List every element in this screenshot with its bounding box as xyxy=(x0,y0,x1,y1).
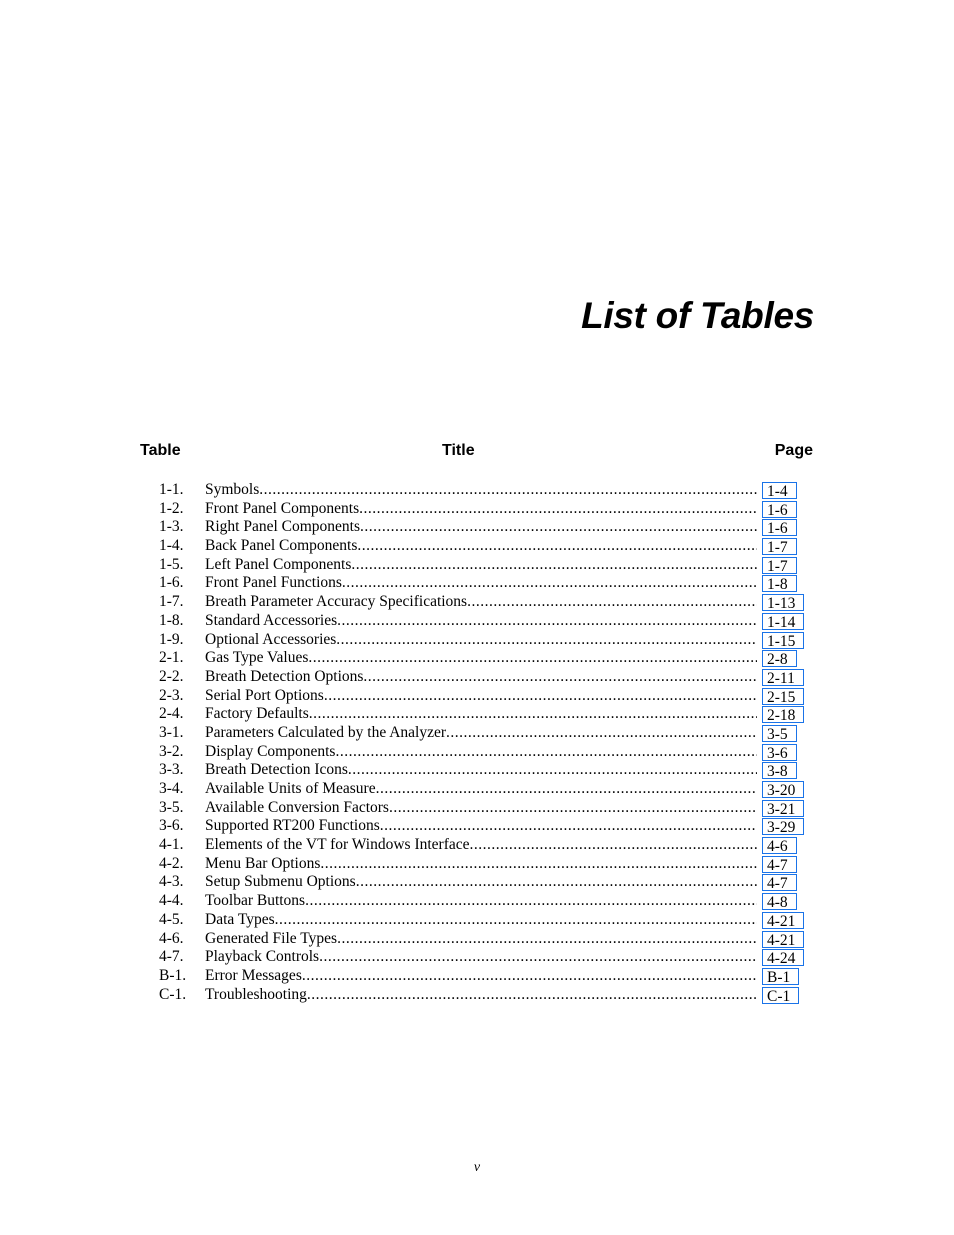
list-item xyxy=(0,631,954,650)
table-title-with-leader xyxy=(205,817,757,836)
table-number: B-1. xyxy=(159,966,187,984)
page-title: List of Tables xyxy=(581,294,814,336)
dot-leader xyxy=(376,780,757,797)
page-link[interactable]: 1-8 xyxy=(762,575,797,592)
table-title-with-leader xyxy=(205,967,757,986)
table-title-with-leader xyxy=(205,518,757,537)
table-title-with-leader xyxy=(205,724,757,743)
table-number: 4-1. xyxy=(159,836,184,854)
page-link[interactable]: 4-7 xyxy=(762,856,797,873)
table-title: Generated File Types xyxy=(205,929,338,947)
table-title-with-leader xyxy=(205,873,757,892)
table-number: 3-5. xyxy=(159,798,184,816)
list-item xyxy=(0,537,954,556)
list-item xyxy=(0,743,954,762)
table-title-with-leader xyxy=(205,780,757,799)
table-title: Error Messages xyxy=(205,966,302,984)
table-title-with-leader xyxy=(205,948,757,967)
table-number: 3-1. xyxy=(159,723,184,741)
table-number: 4-5. xyxy=(159,910,184,928)
table-title: Menu Bar Options xyxy=(205,854,321,872)
table-title: Display Components xyxy=(205,742,336,760)
table-title: Toolbar Buttons xyxy=(205,892,306,910)
table-number: 3-3. xyxy=(159,761,184,779)
page-link[interactable]: 3-8 xyxy=(762,762,797,779)
list-item xyxy=(0,687,954,706)
list-item xyxy=(0,481,954,500)
dot-leader xyxy=(360,518,757,535)
table-title: Available Conversion Factors xyxy=(205,798,389,816)
table-number: 1-6. xyxy=(159,574,184,592)
table-title: Symbols xyxy=(205,481,260,498)
table-number: 4-4. xyxy=(159,892,184,910)
table-title-with-leader xyxy=(205,799,757,818)
list-item xyxy=(0,948,954,967)
table-number: 4-3. xyxy=(159,873,184,891)
list-item xyxy=(0,799,954,818)
dot-leader xyxy=(320,855,757,872)
column-header-table: Table xyxy=(140,442,181,459)
page-link[interactable]: B-1 xyxy=(762,968,799,985)
table-title: Front Panel Components xyxy=(205,499,360,517)
dot-leader xyxy=(467,593,757,610)
dot-leader xyxy=(446,724,757,741)
footer-page-number: v xyxy=(473,1160,481,1175)
table-title-with-leader xyxy=(205,481,757,500)
list-item xyxy=(0,911,954,930)
dot-leader xyxy=(336,631,757,648)
list-item xyxy=(0,574,954,593)
dot-leader xyxy=(324,687,757,704)
table-title: Left Panel Components xyxy=(205,555,352,573)
table-title-with-leader xyxy=(205,911,757,930)
table-number: 1-8. xyxy=(159,611,184,629)
table-title: Front Panel Functions xyxy=(205,574,342,592)
table-title-with-leader xyxy=(205,761,757,780)
table-title: Serial Port Options xyxy=(205,686,324,704)
page-link[interactable]: C-1 xyxy=(762,987,799,1004)
list-item xyxy=(0,761,954,780)
dot-leader xyxy=(319,948,757,965)
page-link[interactable]: 1-7 xyxy=(762,538,797,555)
table-title-with-leader xyxy=(205,668,757,687)
table-title-with-leader xyxy=(205,930,757,949)
table-title: Optional Accessories xyxy=(205,630,337,648)
column-header-page: Page xyxy=(774,442,813,459)
list-item xyxy=(0,873,954,892)
table-title: Available Units of Measure xyxy=(205,780,376,797)
page-link[interactable]: 4-21 xyxy=(762,931,804,948)
list-item xyxy=(0,705,954,724)
page-link[interactable]: 1-13 xyxy=(762,594,804,611)
list-item xyxy=(0,724,954,743)
table-number: 1-2. xyxy=(159,499,184,517)
list-item xyxy=(0,612,954,631)
table-title-with-leader xyxy=(205,500,757,519)
dot-leader xyxy=(302,967,757,984)
table-title-with-leader xyxy=(205,986,757,1005)
table-title: Elements of the VT for Windows Interface xyxy=(205,836,470,854)
table-number: 1-5. xyxy=(159,555,184,573)
table-title-with-leader xyxy=(205,574,757,593)
list-item xyxy=(0,855,954,874)
table-number: 1-3. xyxy=(159,518,184,536)
table-number: 3-6. xyxy=(159,817,184,835)
page-link[interactable]: 2-11 xyxy=(762,669,804,686)
table-number: 2-1. xyxy=(159,649,184,667)
page-link[interactable]: 2-15 xyxy=(762,688,804,705)
table-title-with-leader xyxy=(205,556,757,575)
page-link[interactable]: 4-24 xyxy=(762,949,804,966)
table-title: Breath Parameter Accuracy Specifications xyxy=(205,593,468,611)
table-number: 2-4. xyxy=(159,705,184,723)
page-link[interactable]: 1-15 xyxy=(762,632,804,649)
column-header-title: Title xyxy=(442,442,475,459)
list-item xyxy=(0,556,954,575)
dot-leader xyxy=(309,705,757,722)
table-title-with-leader xyxy=(205,537,757,556)
table-title: Back Panel Components xyxy=(205,537,358,555)
table-title: Troubleshooting xyxy=(205,985,307,1003)
table-number: 2-3. xyxy=(159,686,184,704)
page-link[interactable]: 4-6 xyxy=(762,837,797,854)
list-item xyxy=(0,780,954,799)
table-title: Playback Controls xyxy=(205,948,320,966)
table-title: Breath Detection Options xyxy=(205,667,364,685)
table-title-with-leader xyxy=(205,649,757,668)
table-title-with-leader xyxy=(205,743,757,762)
list-item xyxy=(0,836,954,855)
list-item xyxy=(0,518,954,537)
table-title-with-leader xyxy=(205,705,757,724)
table-number: 4-6. xyxy=(159,929,184,947)
table-title-with-leader xyxy=(205,892,757,911)
table-number: 4-2. xyxy=(159,854,184,872)
page-link[interactable]: 1-7 xyxy=(762,557,797,574)
table-number: 1-7. xyxy=(159,593,184,611)
dot-leader xyxy=(308,649,757,666)
page-link[interactable]: 3-29 xyxy=(762,818,804,835)
page-link[interactable]: 2-18 xyxy=(762,706,804,723)
table-title: Parameters Calculated by the Analyzer xyxy=(205,723,447,741)
table-number: C-1. xyxy=(159,985,187,1003)
table-title: Factory Defaults xyxy=(205,705,309,723)
table-number: 1-4. xyxy=(159,537,184,555)
page-link[interactable]: 1-14 xyxy=(762,613,804,630)
dot-leader xyxy=(359,500,757,517)
table-number: 1-9. xyxy=(159,630,184,648)
list-item xyxy=(0,649,954,668)
dot-leader xyxy=(351,556,757,573)
table-title: Breath Detection Icons xyxy=(205,761,348,779)
page-link[interactable]: 3-21 xyxy=(762,800,804,817)
dot-leader xyxy=(356,873,757,890)
table-number: 2-2. xyxy=(159,667,184,685)
table-title-with-leader xyxy=(205,687,757,706)
table-title: Data Types xyxy=(205,910,275,928)
dot-leader xyxy=(335,743,757,760)
table-number: 4-7. xyxy=(159,948,184,966)
list-item xyxy=(0,930,954,949)
page-link[interactable]: 1-4 xyxy=(762,482,797,499)
dot-leader xyxy=(305,892,757,909)
table-title: Standard Accessories xyxy=(205,611,338,629)
dot-leader xyxy=(363,668,757,685)
dot-leader xyxy=(470,836,757,853)
page-link[interactable]: 4-8 xyxy=(762,893,797,910)
dot-leader xyxy=(357,537,757,554)
page-link[interactable]: 3-5 xyxy=(762,725,797,742)
table-number: 3-4. xyxy=(159,780,184,797)
table-title: Gas Type Values xyxy=(205,649,309,667)
list-item xyxy=(0,967,954,986)
table-title: Setup Submenu Options xyxy=(205,873,356,891)
list-item xyxy=(0,500,954,519)
list-item xyxy=(0,668,954,687)
table-list xyxy=(0,481,954,1004)
dot-leader xyxy=(342,574,757,591)
list-item xyxy=(0,986,954,1005)
table-title-with-leader xyxy=(205,593,757,612)
dot-leader xyxy=(348,761,757,778)
list-item xyxy=(0,892,954,911)
page-link[interactable]: 1-6 xyxy=(762,519,797,536)
page-link[interactable]: 3-6 xyxy=(762,744,797,761)
dot-leader xyxy=(389,799,757,816)
dot-leader xyxy=(275,911,757,928)
table-title: Right Panel Components xyxy=(205,518,360,536)
page-link[interactable]: 3-20 xyxy=(762,781,804,798)
dot-leader xyxy=(307,986,757,1003)
page-link[interactable]: 1-6 xyxy=(762,501,797,518)
list-item xyxy=(0,817,954,836)
table-title-with-leader xyxy=(205,836,757,855)
table-title-with-leader xyxy=(205,631,757,650)
dot-leader xyxy=(337,930,757,947)
dot-leader xyxy=(337,612,757,629)
page-link[interactable]: 2-8 xyxy=(762,650,797,667)
table-title-with-leader xyxy=(205,612,757,631)
page-link[interactable]: 4-21 xyxy=(762,912,804,929)
dot-leader xyxy=(259,481,757,498)
table-number: 3-2. xyxy=(159,742,184,760)
list-item xyxy=(0,593,954,612)
table-title-with-leader xyxy=(205,855,757,874)
dot-leader xyxy=(380,817,757,834)
table-title: Supported RT200 Functions xyxy=(205,817,380,835)
table-number: 1-1. xyxy=(159,481,184,498)
page-link[interactable]: 4-7 xyxy=(762,874,797,891)
